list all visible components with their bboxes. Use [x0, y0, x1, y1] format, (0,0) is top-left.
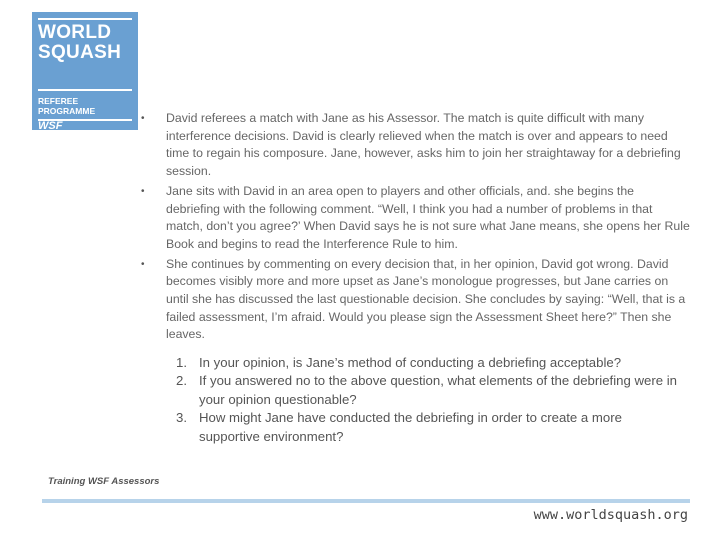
footer-divider: [42, 499, 690, 503]
bullet-dot-icon: •: [141, 113, 145, 124]
logo-sub-referee: REFEREE: [38, 96, 79, 106]
logo-word-squash: SQUASH: [38, 42, 122, 63]
question-text: In your opinion, is Jane’s method of conducting a debriefing acceptable?: [199, 355, 622, 370]
logo-rule-top: [38, 18, 132, 20]
logo-word-world: WORLD: [38, 22, 112, 43]
scenario-bullet-list: [140, 110, 690, 346]
question-item: [172, 372, 682, 409]
bullet-dot-icon: •: [141, 258, 145, 270]
question-list: [172, 354, 682, 446]
question-item: [172, 354, 682, 372]
bullet-text: David referees a match with Jane as his Assessor. The match is quite difficult with many interference decisions. David is clearly relieved when the match is over and appears to need time to regain his composure. Jane, however, asks him to join her straightaway for a debriefing session.: [166, 111, 681, 179]
bullet-item: [140, 256, 690, 345]
question-text: How might Jane have conducted the debriefing in order to create a more supportive environment?: [199, 410, 622, 444]
footer-label: Training WSF Assessors: [48, 476, 160, 487]
question-number: 3.: [176, 410, 187, 426]
bullet-item: [140, 183, 690, 254]
world-squash-logo: [32, 12, 138, 130]
footer-website-link[interactable]: www.worldsquash.org: [533, 507, 688, 523]
question-number: 1.: [176, 355, 187, 370]
question-text: If you answered no to the above question, what elements of the debriefing were in your opinion questionable?: [199, 373, 677, 407]
question-item: [172, 409, 682, 446]
logo-rule-mid: [38, 89, 132, 91]
bullet-dot-icon: •: [141, 185, 145, 197]
logo-sub-programme: PROGRAMME: [38, 106, 96, 116]
question-number: 2.: [176, 373, 187, 389]
bullet-text: Jane sits with David in an area open to players and other officials, and. she begins the debriefing with the following comment. “Well, I think you had a number of problems in that match, don’t you agree?’ When David says he is not sure what Jane means, she opens her Rule Book and begins to read the Interference Rule to him.: [166, 183, 690, 251]
bullet-item: [140, 110, 690, 181]
bullet-text: She continues by commenting on every decision that, in her opinion, David got wrong. David becomes visibly more and more upset as Jane’s monologue progresses, but Jane carries on until she has discussed the last questionable decision. She concludes by saying: “Well, that is a failed assessment, I’m afraid. Would you please sign the Assessment Sheet here?” Then she leaves.: [166, 256, 686, 342]
logo-wsf-mark: WSF: [38, 120, 63, 132]
